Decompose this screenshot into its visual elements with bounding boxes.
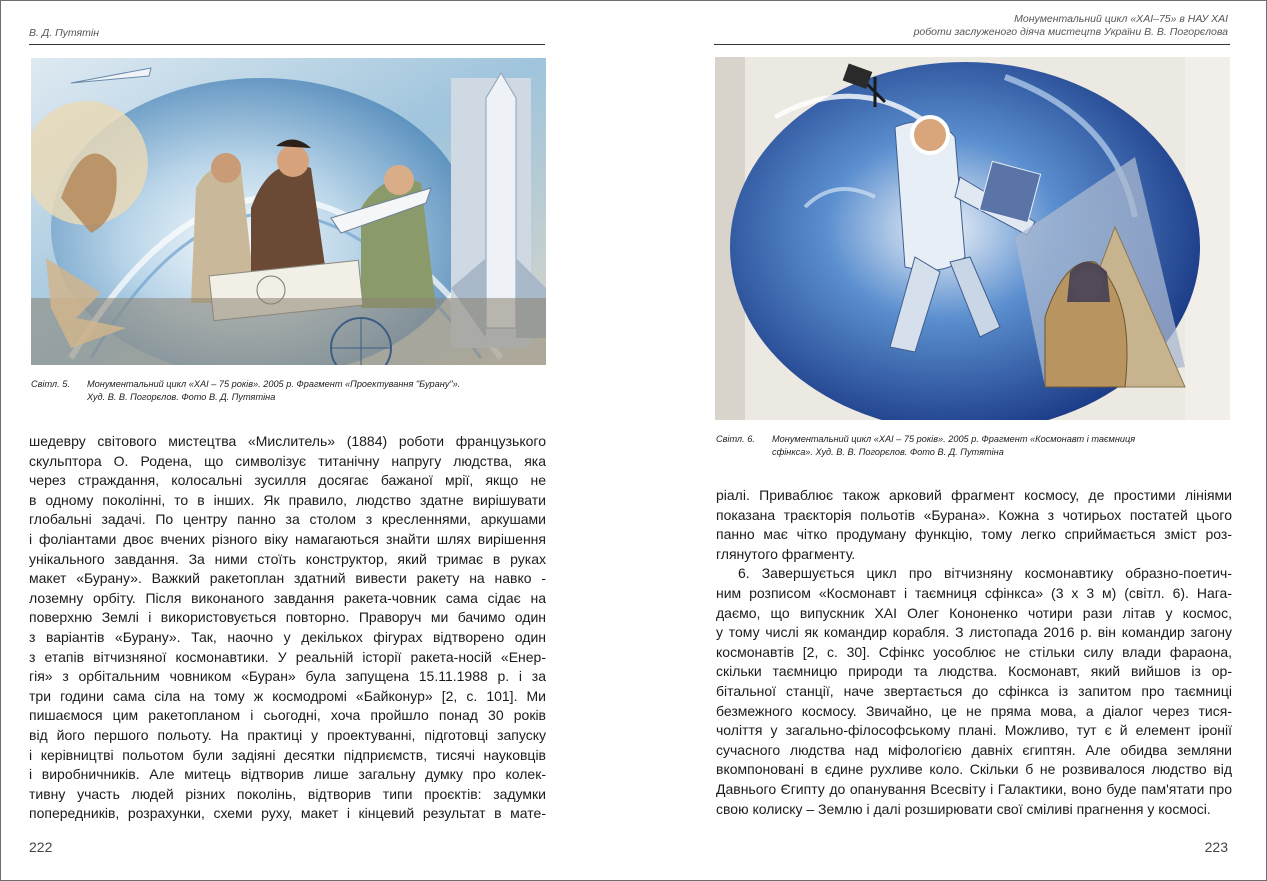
text-line: даємо, що випускник ХАІ Олег Кононенко чотири рази літав у космос, [716,604,1232,621]
text-line: панно має чітко продуману функцію, тому легко сприймається зміст роз- [716,526,1232,543]
left-page [1,1,634,880]
running-head-line-1: Монументальний цикл «ХАІ–75» в НАУ ХАІ [1014,13,1228,25]
text-line: вкомпоновані в єдине рухливе коло. Скільки б не розвивалося людство від [716,761,1232,778]
header-rule [29,44,545,45]
text-line: унікального завдання. За ними стоїть конструктор, який тримає в руках [29,550,546,567]
figure-caption [716,433,1216,459]
text-line: попередників, розрахунки, схеми руху, макет і кінцевий результат в мате- [29,805,546,822]
text-line: скільки таємницю природи та людства. Космонавт, який вийшов із ор- [716,663,1232,680]
text-line: Давнього Єгипту до опанування Всесвіту і Галактики, воно буде пам'ятати про [716,780,1232,797]
text-line: бітальної станції, наче звертається до сфінкса із запитом про таємниці [716,682,1232,699]
text-line: показана траєкторія польотів «Бурана». Кожна з чотирьох постатей цього [716,506,1232,523]
caption-text-line-1: Монументальний цикл «ХАІ – 75 років». 2005 р. Фрагмент «Космонавт і таємниця [772,434,1136,444]
text-line: чоліття у загально-філософському плані. Можливо, тут є й елемент іронії [716,722,1232,739]
page-number: 222 [29,839,53,855]
text-line: ріалі. Приваблює також арковий фрагмент космосу, де простими лініями [716,487,1232,503]
text-line: у тому числі як командир корабля. З листопада 2016 р. він командир загону [716,624,1232,641]
running-head-author: В. Д. Путятін [29,27,100,39]
caption-number: Світл. 6. [716,434,755,444]
figure-caption [31,378,546,404]
text-line: макет «Бурану». Важкий ракетоплан здатний вивести ракету на навко - [29,570,546,587]
text-line: і виробничників. Але митець відтворив лише загальну думку про колек- [29,766,546,783]
text-line: космонавтів [2, с. 30]. Сфінкс уособлює не стільки силу влади фараона, [716,643,1232,660]
text-line: через страждання, колосальні зусилля досягає бажаної мрії, якщо не [29,472,546,489]
text-line: ним розписом «Космонавт і таємниця сфінкса» (3 х 3 м) (світл. 6). Нага- [716,584,1232,601]
text-line: і керівництві польотом були задіяні десятки підприємств, тисячі науковців [29,746,546,763]
text-line: в одному поколінні, то в інших. Як правило, людство здатне вирішувати [29,491,546,508]
text-line: скульптора О. Родена, що символізує титанічну напругу людства, яка [29,452,546,469]
text-line: з етапів вітчизняної космонавтики. У реальній історії ракета-носій «Енер- [29,648,546,665]
caption-number: Світл. 5. [31,379,70,389]
text-line: від його першого польоту. На практиці у проектуванні, підготовці запуску [29,726,546,743]
caption-text-line-2: сфінкса». Худ. В. В. Погорєлов. Фото В. Д. Путятіна [772,447,1004,457]
text-line: пишаємося цим ракетопланом і сьогодні, хоча пройшло понад 30 років [29,707,546,724]
caption-text-line-2: Худ. В. В. Погорєлов. Фото В. Д. Путятіна [87,392,276,402]
right-page [634,1,1266,880]
text-line: глобальні задачі. По центру панно за столом з кресленнями, аркушами [29,511,546,528]
text-line: шедевру світового мистецтва «Мислитель» (1884) роботи французького [29,433,546,449]
text-line: тивну участь людей різних поколінь, відтворив типи проєктів: задумки [29,785,546,802]
text-line: 6. Завершується цикл про вітчизняну космонавтику образно-поетич- [738,565,1232,582]
text-line: гія» з орбітальним човником «Буран» була запущена 15.11.1988 р. і за [29,668,546,685]
body-text [29,432,546,824]
text-line: свою колиску – Землю і далі розширювати свої сміливі прагнення у космосі. [716,800,1211,817]
running-head-title [914,13,1228,39]
figure-cosmonaut-sphinx-mural [715,57,1230,420]
figure-buran-mural [31,58,546,365]
text-line: сучасного людства над міфологією давніх єгиптян. Але обидва земляни [716,741,1232,758]
text-line: лоземну орбіту. Після виконаного завдання ракета-човник сама сідає на [29,589,546,606]
header-rule [714,44,1230,45]
text-line: і фоліантами двоє вчених різного віку намагаються знайти шлях вирішення [29,530,546,547]
text-line: три години сама сіла на тому ж космодромі «Байконур» [2, с. 101]. Ми [29,687,546,704]
text-line: безмежного космосу. Звичайно, це не пряма мова, а діалог через тися- [716,702,1232,719]
text-line: з варіантів «Бурану». Так, наочно у декількох фігурах відтворено один [29,628,546,645]
body-text [716,486,1232,819]
page-number: 223 [1204,839,1228,855]
running-head-line-2: роботи заслуженого діяча мистецтв України В. В. Погорєлова [913,26,1228,38]
text-line: глянутого фрагменту. [716,545,856,562]
mural-painting-buran [31,58,546,365]
mural-painting-cosmonaut-sphinx [715,57,1230,420]
caption-text-line-1: Монументальний цикл «ХАІ – 75 років». 2005 р. Фрагмент «Проектування "Бурану"». [87,379,461,389]
text-line: поверхню Землі і використовується повторно. Праворуч ми бачимо один [29,609,546,626]
